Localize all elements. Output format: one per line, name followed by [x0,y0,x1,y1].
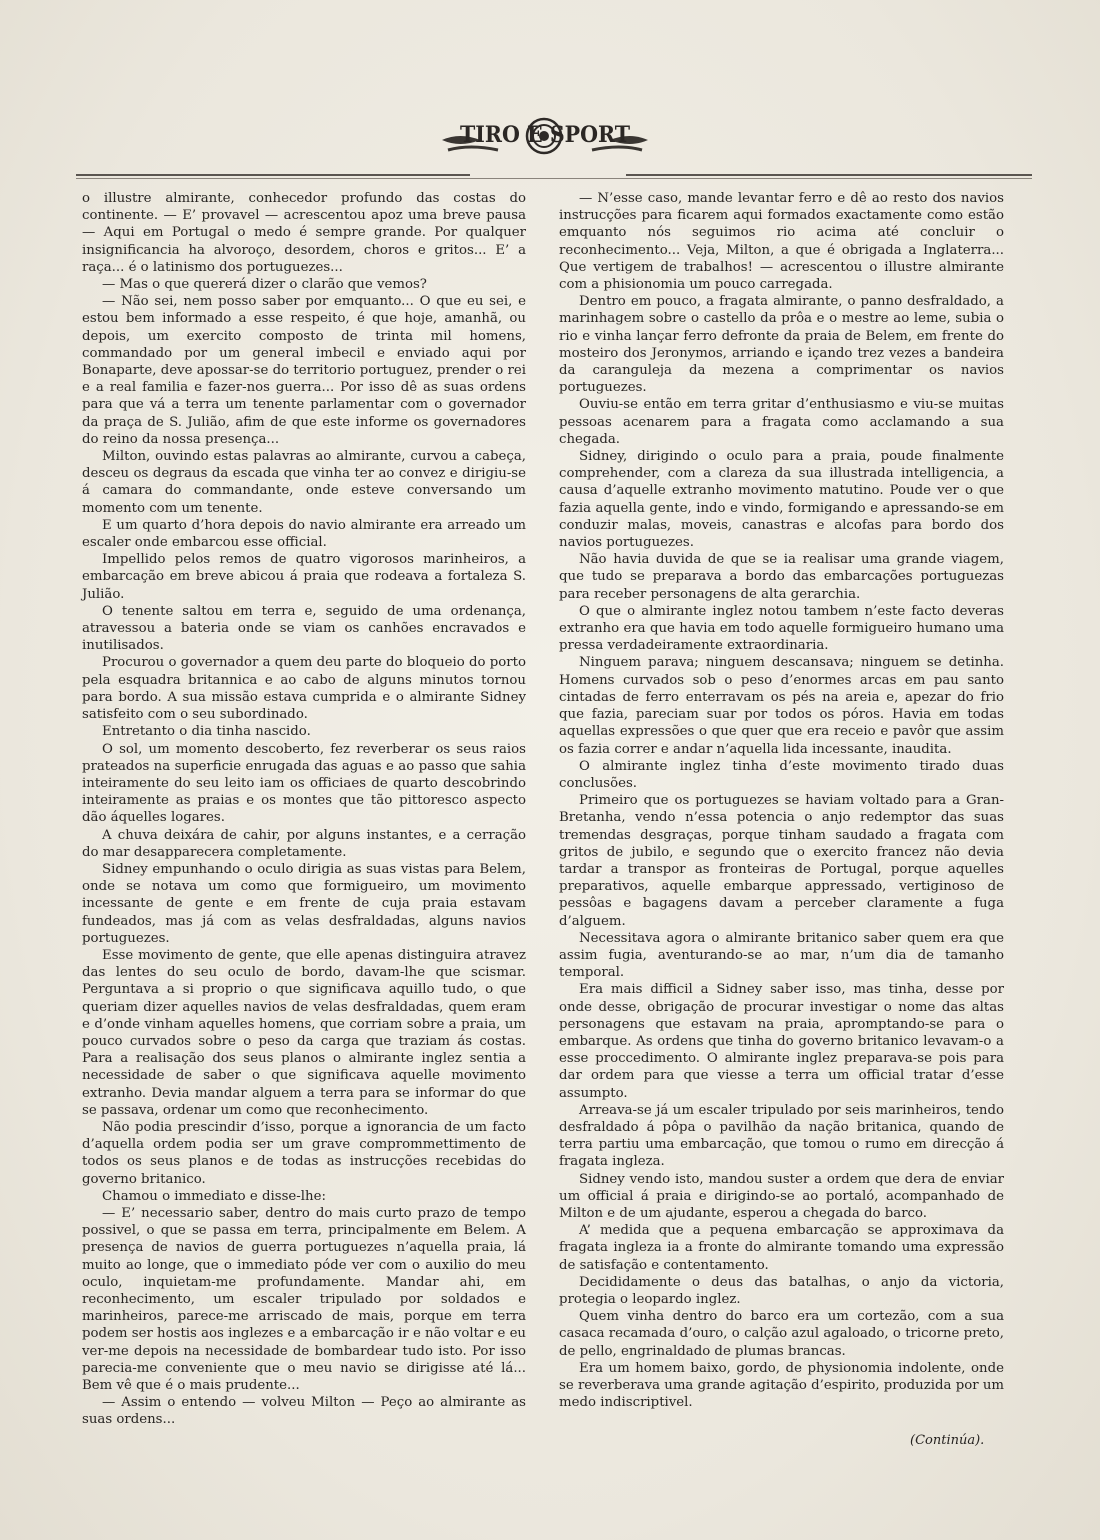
paragraph: Entretanto o dia tinha nascido. [102,724,311,740]
paragraph: O sol, um momento descoberto, fez reverberar os seus raios prateados na superficie enrugada das aguas e ao passo que sahia inteiramente do seu leito iam os officiaes de quarto descobrindo inteiramente as praias e os montes que tão pittoresco aspecto dão áquelles logares. [82,741,526,826]
paragraph: — Mas o que quererá dizer o clarão que vemos? [102,277,427,293]
header-rule-right [626,174,1032,176]
paragraph: A’ medida que a pequena embarcação se approximava da fragata ingleza ia a fronte do almirante tomando uma expressão de satisfação e contentamento. [559,1223,1004,1273]
header-rule-thin [76,178,1032,179]
left-column [82,190,526,1429]
header-rule-left [76,174,470,176]
paragraph: O tenente saltou em terra e, seguido de uma ordenança, atravessou a bateria onde se viam os canhões encravados e inutilisados. [82,603,526,654]
paragraph: Esse movimento de gente, que elle apenas distinguira atravez das lentes do seu oculo de bordo, davam-lhe que scismar. Perguntava a si proprio o que significava aquillo tudo, o que queriam dizer aquelles navios de velas desfraldadas, quem eram e d’onde vinham aquelles homens, que corriam sobre a praia, um pouco curvados sobre o peso da carga que traziam ás costas. Para a realisação dos seus planos o almirante inglez sentia a necessidade de saber o que significava aquelle movimento extranho. Devia mandar alguem a terra para se informar do que se passava, ordenar um como que reconhecimento. [82,947,526,1118]
paragraph: A chuva deixára de cahir, por alguns instantes, e a cerração do mar desapparecera completamente. [82,827,526,860]
paragraph: Chamou o immediato e disse-lhe: [102,1188,326,1204]
paragraph: Necessitava agora o almirante britanico saber quem era que assim fugia, aventurando-se ao mar, n’um dia de tamanho temporal. [559,930,1004,981]
paragraph: Primeiro que os portuguezes se haviam voltado para a Gran-Bretanha, vendo n’essa potencia o anjo redemptor das suas tremendas desgraças, porque tinham saudado a fragata com gritos de jubilo, e segundo que o exercito francez não devia tardar a transpor as fronteiras de Portugal, porque aquelles preparativos, aquelle embarque appressado, vertiginoso de pessôas e bagagens davam a perceber claramente a fuga d’alguem. [559,793,1004,929]
paragraph: Era mais difficil a Sidney saber isso, mas tinha, desse por onde desse, obrigação de procurar investigar o nome das altas personagens que estavam na praia, apromptando-se para o embarque. As ordens que tinha do governo britanico levavam-o a esse proccedimento. O almirante inglez preparava-se pois para dar ordem para que viesse a terra um official tratar d’esse assumpto. [559,982,1004,1101]
paragraph: Decididamente o deus das batalhas, o anjo da victoria, protegia o leopardo inglez. [559,1274,1004,1307]
paragraph: Arreava-se já um escaler tripulado por seis marinheiros, tendo desfraldado á pôpa o pavilhão da nação britanica, quando de terra partiu uma embarcação, que tomou o rumo em direcção á fragata ingleza. [559,1102,1004,1170]
paragraph: E um quarto d’hora depois do navio almirante era arreado um escaler onde embarcou esse official. [82,517,526,551]
paragraph: Era um homem baixo, gordo, de physionomia indolente, onde se reverberava uma grande agitação d’espirito, produzida por um medo indiscriptivel. [559,1360,1004,1411]
paragraph: Quem vinha dentro do barco era um cortezão, com a sua casaca recamada d’ouro, o calção azul agaloado, o tricorne preto, de pello, engrinaldado de plumas brancas. [559,1309,1004,1359]
paragraph: Sidney vendo isto, mandou suster a ordem que dera de enviar um official á praia e dirigindo-se ao portaló, acompanhado de Milton e de um ajudante, esperou a chegada do barco. [559,1171,1004,1221]
paragraph: Ouviu-se então em terra gritar d’enthusiasmo e viu-se muitas pessoas acenarem para a fragata como acclamando a sua chegada. [559,397,1004,447]
paragraph: Sidney, dirigindo o oculo para a praia, poude finalmente comprehender, com a clareza da sua illustrada intelligencia, a causa d’aquelle extranho movimento matutino. Poude ver o que fazia aquella gente, indo e vindo, formigando e apressando-se em conduzir malas, moveis, canastras e alcofas para bordo dos navios portuguezes. [559,449,1004,551]
continuation-note: (Continúa). [910,1433,985,1448]
paragraph: — Não sei, nem posso saber por emquanto... O que eu sei, e estou bem informado a esse respeito, é que hoje, amanhã, ou depois, um exercito composto de trinta mil homens, commandado por um general imbecil e enviado aqui por Bonaparte, deve apossar-se do territorio portuguez, prender o rei e a real familia e fazer-nos guerra... Por isso dê as suas ordens para que vá a terra um tenente parlamentar com o governador da praça de S. Julião, afim de que este informe os governadores do reino da nossa presença... [82,294,526,447]
paragraph: — N’esse caso, mande levantar ferro e dê ao resto dos navios instrucções para ficarem aqui formados exactamente como estão emquanto nós seguimos rio acima até concluir o reconhecimento... Veja, Milton, a que é obrigada a Inglaterra... Que vertigem de trabalhos! — acrescentou o illustre almirante com a phisionomia um pouco carregada. [559,191,1004,293]
paragraph: O almirante inglez tinha d’este movimento tirado duas conclusões. [559,758,1004,791]
paragraph: Dentro em pouco, a fragata almirante, o panno desfraldado, a marinhagem sobre o castello da prôa e o mestre ao leme, subia o rio e vinha lançar ferro defronte da praia de Belem, em frente do mosteiro dos Jeronymos, arriando e içando trez vezes a bandeira da caranguleja da mezena a comprimentar os navios portuguezes. [559,294,1004,396]
paragraph: O que o almirante inglez notou tambem n’este facto deveras extranho era que havia em todo aquelle formigueiro humano uma pressa verdadeiramente extraordinaria. [559,603,1004,654]
paragraph: Impellido pelos remos de quatro vigorosos marinheiros, a embarcação em breve abicou á praia que rodeava a fortaleza S. Julião. [82,552,526,602]
paragraph: — Assim o entendo — volveu Milton — Peço ao almirante as suas ordens... [82,1395,526,1428]
paragraph: Não podia prescindir d’isso, porque a ignorancia de um facto d’aquella ordem podia ser um grave comprommettimento de todos os seus planos e de todas as instrucções recebidas do governo britanico. [82,1119,526,1187]
right-column [559,190,1004,1411]
paragraph: Milton, ouvindo estas palavras ao almirante, curvou a cabeça, desceu os degraus da escada que vinha ter ao convez e dirigiu-se á camara do commandante, onde esteve conversando um momento com um tenente. [82,449,526,516]
paragraph: — E’ necessario saber, dentro do mais curto prazo de tempo possivel, o que se passa em terra, principalmente em Belem. A presença de navios de guerra portuguezes n’aquella praia, lá muito ao longe, que o immediato póde ver com o auxilio do meu oculo, inquietam-me profundamente. Mandar ahi, em reconhecimento, um escaler tripulado por soldados e marinheiros, parece-me arriscado de mais, porque em terra podem ser hostis aos inglezes e a embarcação ir e não voltar e eu ver-me depois na necessidade de bombardear tudo isto. Por isso parecia-me conveniente que o meu navio se dirigisse até lá... Bem vê que é o mais prudente... [82,1205,526,1394]
paragraph: Não havia duvida de que se ia realisar uma grande viagem, que tudo se preparava a bordo das embarcações portuguezas para receber personagens de alta gerarchia. [559,552,1004,602]
masthead-title: TIRO E SPORT [460,122,631,148]
paragraph: Ninguem parava; ninguem descansava; ninguem se detinha. Homens curvados sob o peso d’enormes arcas em pau santo cintadas de ferro enterravam os pés na areia e, apezar do frio que fazia, pareciam suar por todos os póros. Havia em todas aquellas expressões o que quer que era receio e pavôr que assim os fazia correr e andar n’aquella lida incessante, inaudita. [559,655,1004,757]
masthead-logo [440,110,650,164]
paragraph: Procurou o governador a quem deu parte do bloqueio do porto pela esquadra britannica e ao cabo de alguns minutos tornou para bordo. A sua missão estava cumprida e o almirante Sidney satisfeito com o seu subordinado. [82,655,526,723]
paragraph: Sidney empunhando o oculo dirigia as suas vistas para Belem, onde se notava um como que formigueiro, um movimento incessante de gente e em frente de cuja praia estavam fundeados, mas já com as velas desfraldadas, alguns navios portuguezes. [82,861,526,946]
paragraph: o illustre almirante, conhecedor profundo das costas do continente. — E’ provavel — acrescentou apoz uma breve pausa — Aqui em Portugal o medo é sempre grande. Por qualquer insignificancia ha alvoroço, desordem, choros e gritos... E’ a raça... é o latinismo dos portuguezes... [82,191,526,275]
